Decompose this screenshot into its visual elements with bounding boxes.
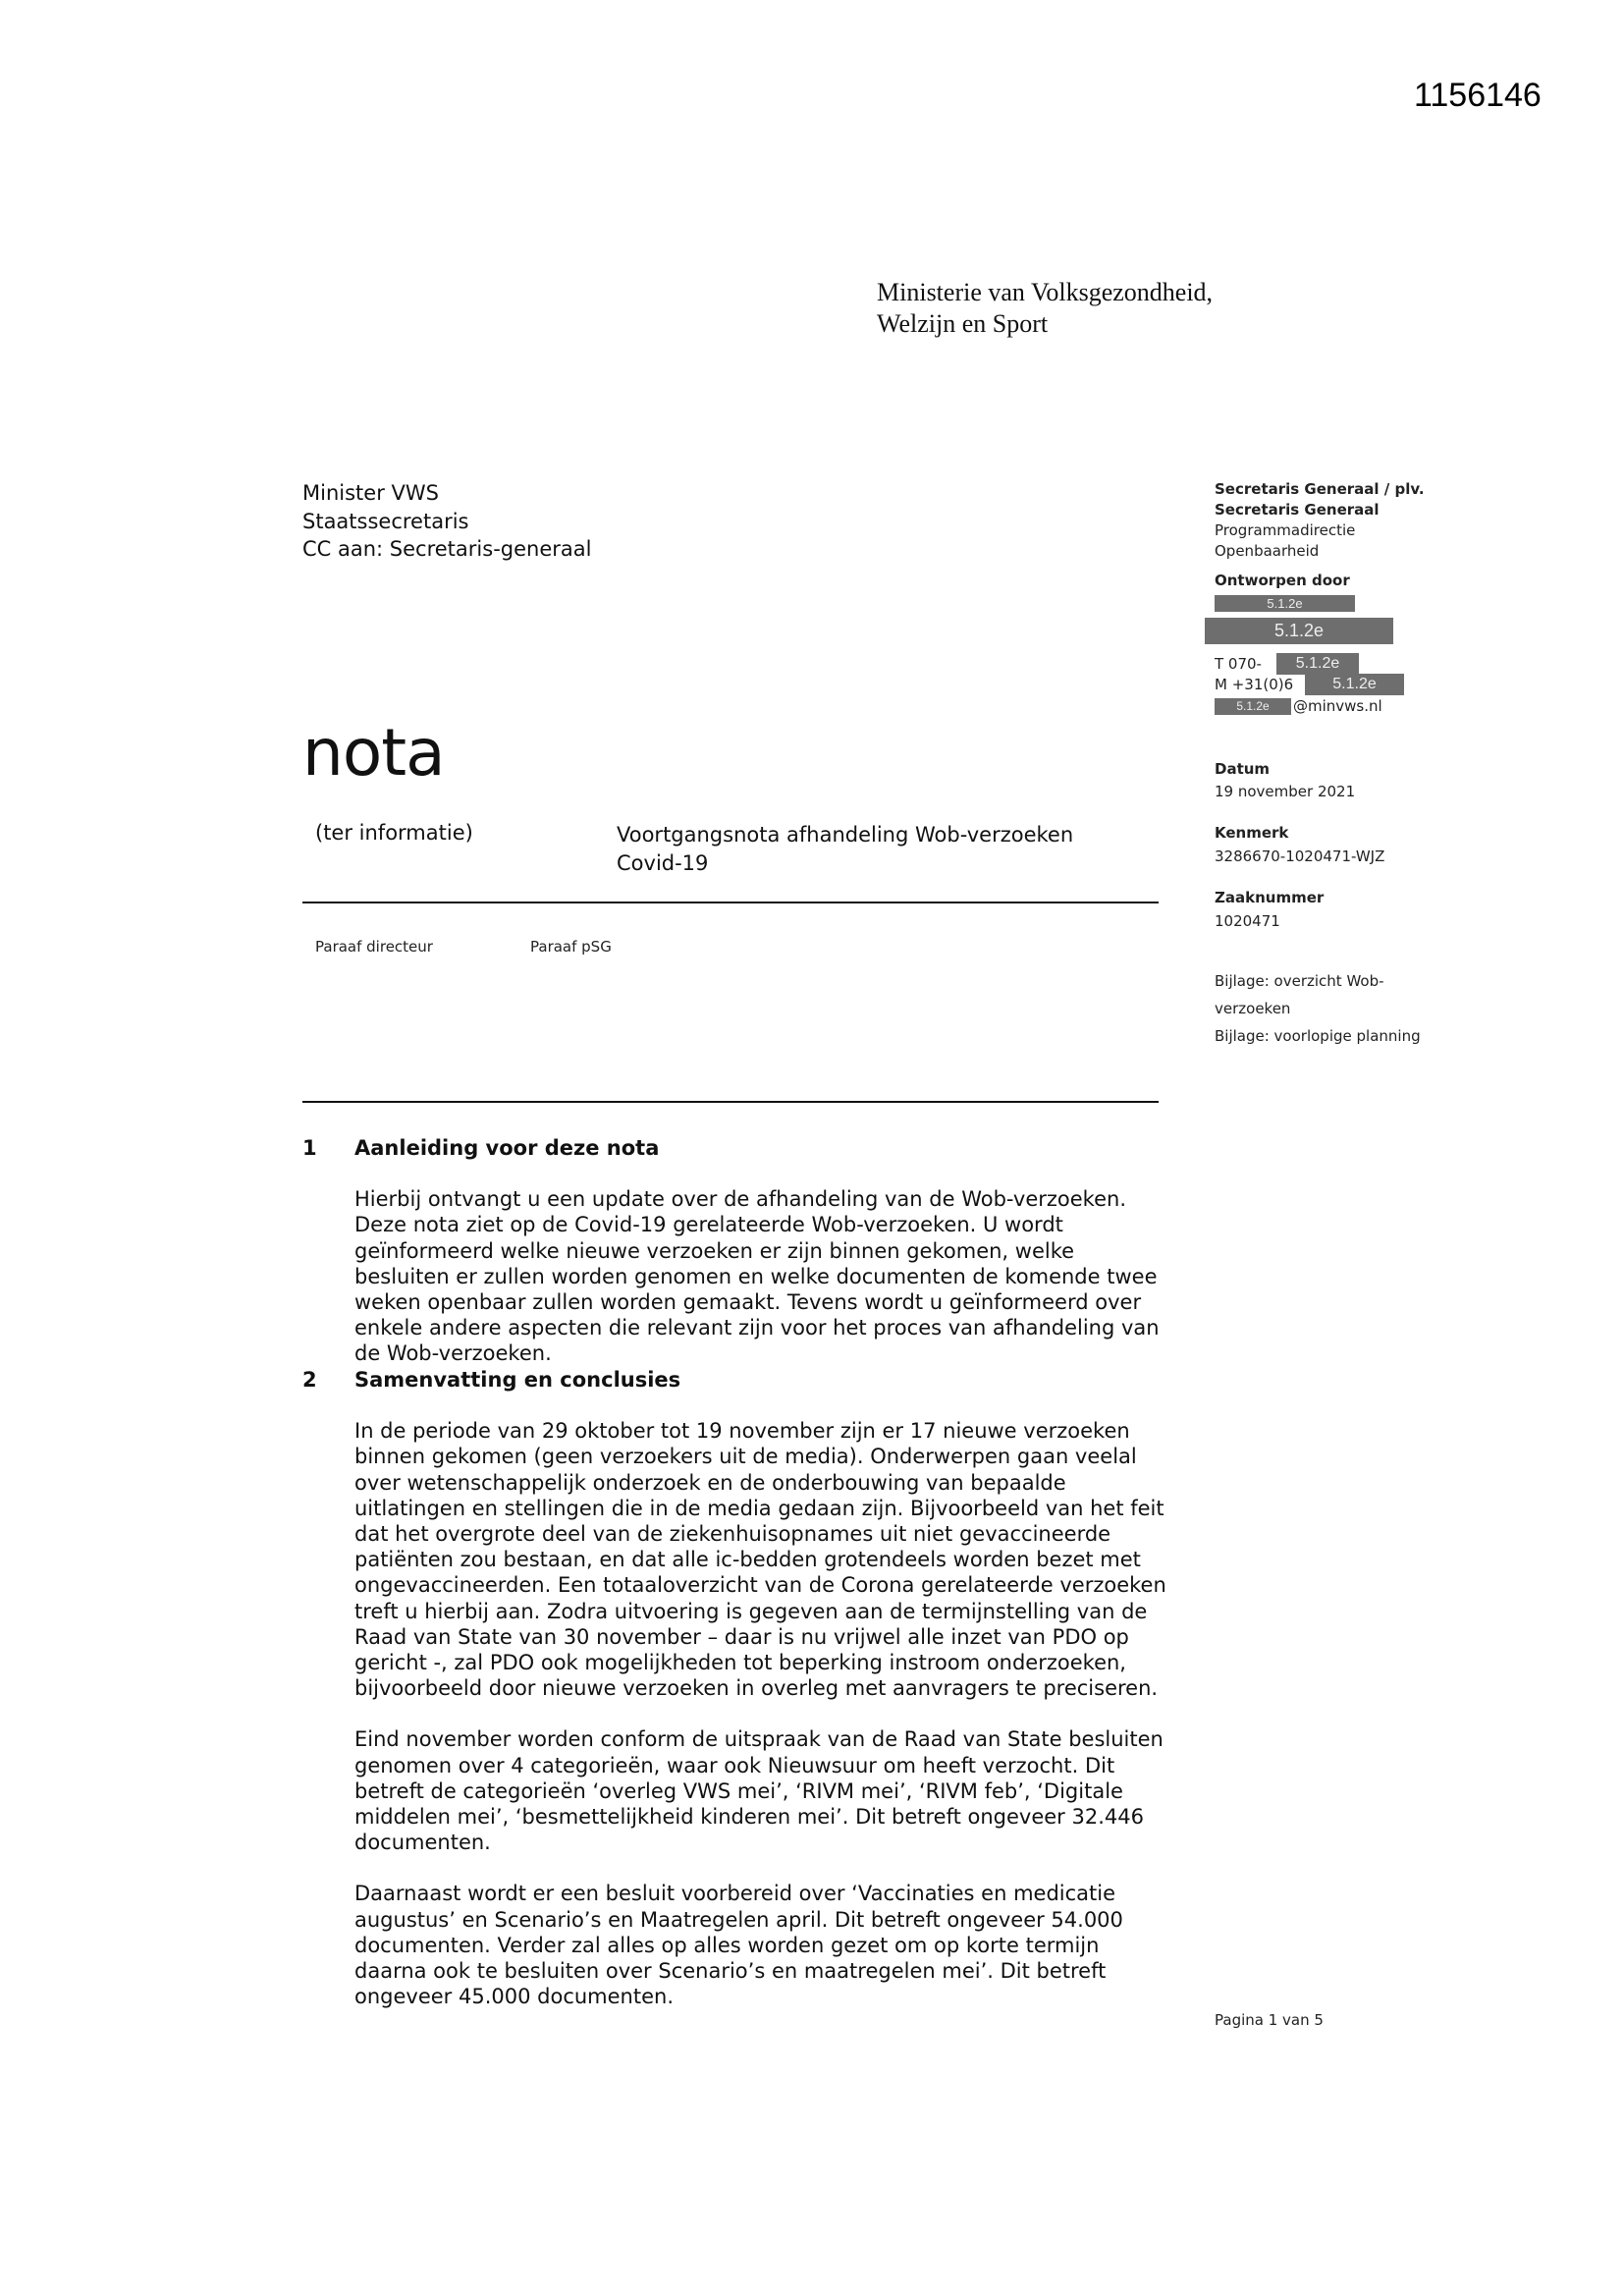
section-2: [302, 1367, 1206, 2009]
text-line: ongeveer 45.000 documenten.: [354, 1985, 674, 2009]
sidebar-org-line: Secretaris Generaal: [1215, 501, 1380, 519]
document-number: 1156146: [1414, 77, 1542, 114]
redaction-box: 5.1.2e: [1305, 674, 1404, 695]
text-line: genomen over 4 categorieën, waar ook Nieuwsuur om heeft verzocht. Dit: [354, 1753, 1115, 1777]
text-line: besluiten er zullen worden genomen en welke documenten de komende twee: [354, 1264, 1158, 1288]
text-line: over wetenschappelijk onderzoek en de onderbouwing van bepaalde: [354, 1470, 1066, 1495]
text-line: documenten.: [354, 1831, 491, 1855]
text-line: treft u hierbij aan. Zodra uitvoering is gegeven aan de termijnstelling van de: [354, 1599, 1148, 1623]
sidebar-attachment-line: Bijlage: overzicht Wob-: [1215, 972, 1384, 990]
text-line: Hierbij ontvangt u een update over de afhandeling van de Wob-verzoeken.: [354, 1187, 1127, 1212]
section-paragraph: [354, 1726, 1206, 1855]
sidebar-email-suffix: @minvws.nl: [1293, 697, 1382, 715]
sidebar-phone-prefix: T 070-: [1215, 655, 1262, 673]
sidebar-case-value: 1020471: [1215, 912, 1280, 930]
redaction-box: 5.1.2e: [1215, 595, 1355, 612]
redaction-box: 5.1.2e: [1276, 653, 1359, 675]
sidebar-unit-line: Programmadirectie: [1215, 521, 1356, 539]
text-line: uitlatingen en stellingen die in de media gedaan zijn. Bijvoorbeeld van het feit: [354, 1496, 1164, 1520]
section-paragraph: [354, 1418, 1206, 1701]
section-number: 1: [302, 1136, 317, 1160]
section-1: [302, 1135, 1206, 1367]
text-line: Daarnaast wordt er een besluit voorbereid over ‘Vaccinaties en medicatie: [354, 1882, 1116, 1906]
ministry-line: Welzijn en Sport: [877, 309, 1049, 338]
sidebar-meta: [1215, 758, 1384, 933]
ministry-logo-text: [877, 277, 1213, 340]
addressee-block: [302, 479, 591, 564]
note-type: (ter informatie): [315, 821, 473, 845]
sidebar-date-value: 19 november 2021: [1215, 783, 1356, 800]
text-line: middelen mei’, ‘besmettelijkheid kinderen mei’. Dit betreft ongeveer 32.446: [354, 1805, 1144, 1830]
sidebar-case-label: Zaaknummer: [1215, 889, 1325, 906]
paraaf-director: Paraaf directeur: [315, 938, 433, 956]
text-line: dat het overgrote deel van de ziekenhuisopnames uit niet gevaccineerde: [354, 1522, 1111, 1547]
text-line: Deze nota ziet op de Covid-19 gerelateerde Wob-verzoeken. U wordt: [354, 1213, 1063, 1237]
sidebar-reference-label: Kenmerk: [1215, 824, 1289, 842]
sidebar-attachments: [1215, 967, 1421, 1050]
divider-bottom: [302, 1101, 1159, 1103]
addressee-line: Minister VWS: [302, 481, 439, 505]
section-paragraph: [354, 1881, 1206, 2009]
text-line: Eind november worden conform de uitspraak van de Raad van State besluiten: [354, 1727, 1164, 1752]
sidebar-unit-line: Openbaarheid: [1215, 542, 1320, 560]
addressee-line: CC aan: Secretaris-generaal: [302, 537, 592, 561]
redaction-box: 5.1.2e: [1215, 698, 1291, 715]
sidebar-drafted-label: Ontworpen door: [1215, 572, 1350, 589]
subject-line: Covid-19: [617, 850, 709, 875]
text-line: binnen gekomen (geen verzoekers uit de media). Onderwerpen gaan veelal: [354, 1445, 1137, 1469]
text-line: In de periode van 29 oktober tot 19 november zijn er 17 nieuwe verzoeken: [354, 1419, 1130, 1444]
text-line: Raad van State van 30 november – daar is nu vrijwel alle inzet van PDO op: [354, 1624, 1129, 1649]
section-number: 2: [302, 1368, 317, 1392]
divider-top: [302, 902, 1159, 903]
text-line: betreft de categorieën ‘overleg VWS mei’, ‘RIVM mei’, ‘RIVM feb’, ‘Digitale: [354, 1778, 1123, 1803]
text-line: gericht -, zal PDO ook mogelijkheden tot beperking instroom onderzoeken,: [354, 1651, 1126, 1675]
sidebar-org: [1215, 479, 1425, 591]
section-heading: Samenvatting en conclusies: [354, 1368, 681, 1392]
text-line: daarna ook te besluiten over Scenario’s en maatregelen mei’. Dit betreft: [354, 1959, 1107, 1984]
sidebar-attachment-line: Bijlage: voorlopige planning: [1215, 1027, 1421, 1045]
section-heading: Aanleiding voor deze nota: [354, 1136, 660, 1160]
text-line: augustus’ en Scenario’s en Maatregelen april. Dit betreft ongeveer 54.000: [354, 1907, 1123, 1932]
redaction-box: 5.1.2e: [1205, 618, 1393, 644]
document-title: nota: [302, 715, 445, 791]
text-line: ongevaccineerden. Een totaaloverzicht van de Corona gerelateerde verzoeken: [354, 1573, 1166, 1598]
sidebar-attachment-line: verzoeken: [1215, 1000, 1291, 1017]
subject-line: Voortgangsnota afhandeling Wob-verzoeken: [617, 823, 1074, 847]
sidebar-org-line: Secretaris Generaal / plv.: [1215, 480, 1425, 498]
addressee-line: Staatssecretaris: [302, 509, 469, 533]
sidebar-date-label: Datum: [1215, 760, 1271, 778]
text-line: bijvoorbeeld door nieuwe verzoeken in overleg met aanvragers te preciseren.: [354, 1676, 1159, 1701]
text-line: de Wob-verzoeken.: [354, 1341, 552, 1366]
text-line: patiënten zou bestaan, en dat alle ic-bedden grotendeels worden bezet met: [354, 1548, 1141, 1572]
text-line: weken openbaar zullen worden gemaakt. Tevens wordt u geïnformeerd over: [354, 1290, 1142, 1315]
section-paragraph: [354, 1186, 1206, 1366]
sidebar-mobile-prefix: M +31(0)6: [1215, 676, 1294, 693]
page-number: Pagina 1 van 5: [1215, 2011, 1324, 2029]
text-line: documenten. Verder zal alles op alles worden gezet om op korte termijn: [354, 1933, 1100, 1957]
sidebar-reference-value: 3286670-1020471-WJZ: [1215, 847, 1385, 865]
ministry-line: Ministerie van Volksgezondheid,: [877, 278, 1214, 306]
paraaf-psg: Paraaf pSG: [530, 938, 612, 956]
text-line: geïnformeerd welke nieuwe verzoeken er zijn binnen gekomen, welke: [354, 1238, 1075, 1263]
subject: [617, 821, 1073, 877]
text-line: enkele andere aspecten die relevant zijn voor het proces van afhandeling van: [354, 1316, 1160, 1340]
